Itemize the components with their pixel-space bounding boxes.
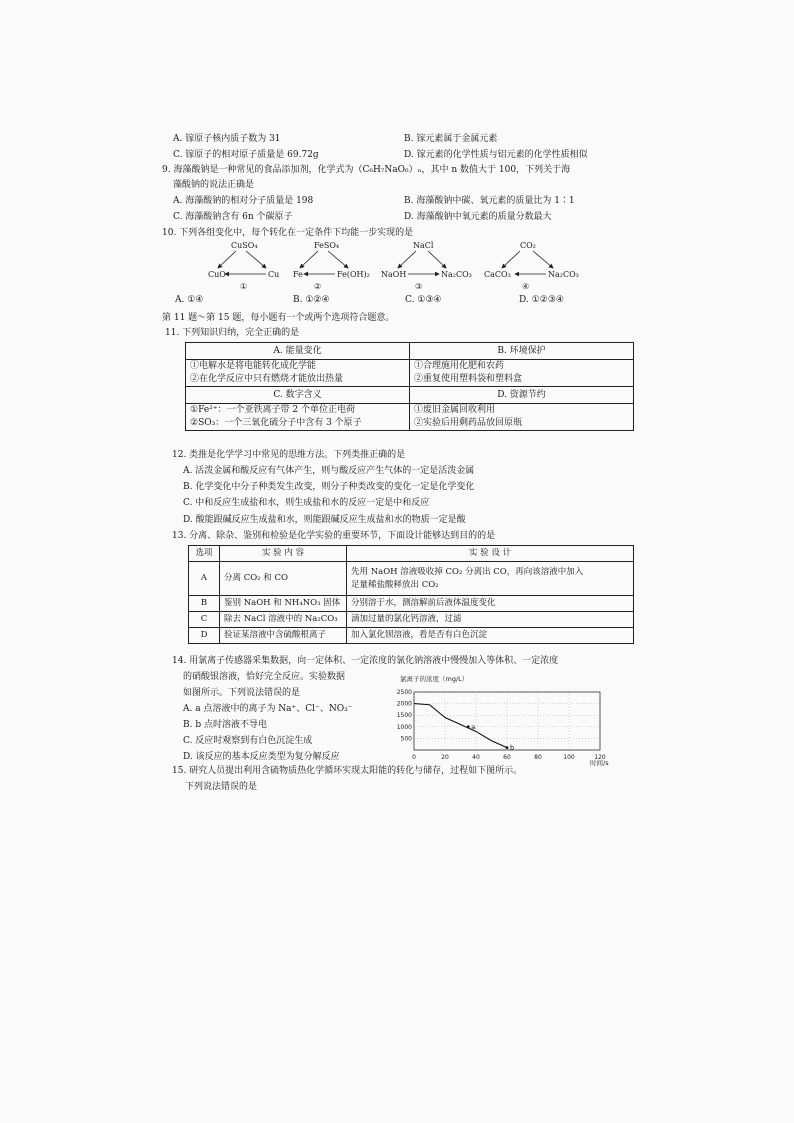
q13-row-a-design-line1: 先用 NaOH 溶液吸收掉 CO₂ 分离出 CO，再向该溶液中加入 [351, 566, 584, 577]
q9-option-d: D. 海藻酸钠中氧元素的质量分数最大 [404, 212, 552, 222]
q11-b2: ②重复使用塑料袋和塑料盒 [414, 374, 523, 384]
q10-g3-arrow-top-right [428, 251, 446, 268]
q10-g4-right: Na₂CO₃ [548, 270, 579, 279]
q15-stem-line2: 下列说法错误的是 [185, 782, 258, 792]
q12-option-a: A. 活泼金属和酸反应有气体产生，则与酸反应产生气体的一定是活泼金属 [183, 466, 475, 476]
q10-g2-arrow-top-right [328, 251, 348, 268]
q11-stem: 11. 下列知识归纳，完全正确的是 [165, 328, 300, 338]
q13-row-b-content: 鉴别 NaOH 和 NH₄NO₃ 固体 [220, 596, 347, 612]
chart-y-tick-label: 2000 [396, 700, 412, 708]
q13-row-a-option: A [189, 562, 220, 596]
q13-row-a-design-line2: 足量稀盐酸释放出 CO₂ [351, 579, 439, 590]
q9-stem-line1: 9. 海藻酸钠是一种常见的食品添加剂，化学式为（C₆H₇NaO₆）ₙ，其中 n 数值大于 100，下列关于海 [162, 165, 571, 175]
q13-row-a-content: 分离 CO₂ 和 CO [220, 562, 347, 596]
q14-stem-line3: 如图所示。下列说法错误的是 [183, 688, 301, 698]
q14-stem-line1: 14. 用氯离子传感器采集数据，向一定体积、一定浓度的氯化钠溶液中慢慢加入等体积、一定浓度 [172, 656, 559, 666]
q12-stem: 12. 类推是化学学习中常见的思维方法。下列类推正确的是 [172, 450, 406, 460]
q9-stem-line2: 藻酸钠的说法正确是 [173, 180, 255, 190]
q13-row-c-content: 除去 NaCl 溶液中的 Na₂CO₃ [220, 612, 347, 628]
q11-d-items [410, 404, 634, 431]
section-heading: 第 11 题～第 15 题，每小题有一个或两个选项符合题意。 [162, 313, 395, 323]
chart-point-label: b [510, 743, 515, 752]
q10-option-d: D. ①②③④ [519, 295, 564, 305]
chart-x-tick-label: 20 [441, 754, 449, 761]
q13-row-d-option: D [189, 628, 220, 644]
q10-g4-arrow-top-right [533, 251, 553, 268]
q10-g1-arrow-top-right [246, 251, 266, 268]
q10-option-a: A. ①④ [175, 295, 204, 305]
chart-y-tick-label: 500 [400, 735, 412, 743]
q11-a2: ②在化学反应中只有燃烧才能放出热量 [190, 374, 344, 384]
q13-row-d-content: 验证某溶液中含硫酸根离子 [220, 628, 347, 644]
q10-g2-num: ② [314, 282, 322, 291]
q11-table [185, 342, 634, 431]
q12-option-b: B. 化学变化中分子种类发生改变，则分子种类改变的变化一定是化学变化 [183, 482, 475, 492]
q8-option-b: B. 镓元素属于金属元素 [404, 134, 498, 144]
q11-c1: ①Fe²⁺：一个亚铁离子带 2 个单位正电荷 [190, 405, 355, 415]
q10-g3-num: ③ [415, 282, 423, 291]
q10-g1-right: Cu [268, 270, 280, 279]
q10-g1-left: CuO [208, 270, 226, 279]
q11-a1: ①电解水是将电能转化成化学能 [190, 361, 317, 371]
q11-d-head: D. 资源节约 [410, 387, 634, 404]
q13-row-c-design: 滴加过量的氯化钙溶液，过滤 [347, 612, 634, 628]
q10-arrows [0, 0, 794, 300]
chart-x-axis-label: 时间/s [590, 759, 609, 767]
table-row [189, 628, 634, 644]
q10-g2-left: Fe [293, 270, 303, 279]
q11-c2: ②SO₃：一个三氧化硫分子中含有 3 个原子 [190, 418, 362, 428]
q11-d1: ①废旧金属回收利用 [414, 405, 496, 415]
chart-x-tick-label: 60 [503, 754, 511, 761]
q14-chart [388, 672, 618, 768]
q10-g3-left: NaOH [381, 270, 407, 279]
chart-x-tick-label: 40 [472, 754, 480, 761]
chart-point-label: a [471, 722, 476, 731]
q9-option-b: B. 海藻酸钠中碳、氧元素的质量比为 1∶1 [404, 196, 575, 206]
q13-row-d-design: 加入氯化钡溶液，看是否有白色沉淀 [347, 628, 634, 644]
q10-g1-top: CuSO₄ [231, 241, 258, 250]
q11-b1: ①合理施用化肥和农药 [414, 361, 505, 371]
q10-option-c: C. ①③④ [405, 295, 442, 305]
q10-g4-arrow-top-left [502, 251, 520, 268]
q10-g2-top: FeSO₄ [314, 241, 340, 250]
q13-header-design: 实 验 设 计 [347, 546, 634, 562]
q10-g3-arrow-top-left [398, 251, 416, 268]
q9-option-c: C. 海藻酸钠含有 6n 个碳原子 [173, 212, 293, 222]
chart-y-tick-label: 1000 [396, 723, 412, 731]
q14-option-a: A. a 点溶液中的离子为 Na⁺、Cl⁻、NO₃⁻ [183, 704, 353, 714]
q10-g4-top: CO₂ [520, 241, 536, 250]
q11-d2: ②实验后用剩药品放回原瓶 [414, 418, 523, 428]
q10-g4-num: ④ [522, 282, 530, 291]
q13-row-a-design [347, 562, 634, 596]
q13-stem: 13. 分离、除杂、鉴别和检验是化学实验的重要环节，下面设计能够达到目的的是 [172, 531, 496, 541]
q13-header-option: 选项 [189, 546, 220, 562]
q14-option-b: B. b 点时溶液不导电 [183, 720, 267, 730]
chart-y-tick-label: 2500 [396, 689, 412, 696]
q8-option-d: D. 镓元素的化学性质与铝元素的化学性质相似 [404, 150, 588, 160]
chart-x-tick-label: 120 [594, 754, 606, 761]
q12-option-d: D. 酸能跟碱反应生成盐和水，则能跟碱反应生成盐和水的物质一定是酸 [183, 515, 466, 525]
q13-header-content: 实 验 内 容 [220, 546, 347, 562]
q11-c-head: C. 数字含义 [186, 387, 410, 404]
q10-g4-left: CaCO₃ [484, 270, 511, 279]
q10-g1-arrow-top-left [218, 251, 236, 268]
q14-option-c: C. 反应时观察到有白色沉淀生成 [183, 736, 313, 746]
q15-stem-line1: 15. 研究人员提出利用含硫物质热化学循环实现太阳能的转化与储存，过程如下图所示。 [172, 766, 523, 776]
q8-option-c: C. 镓原子的相对原子质量是 69.72g [173, 150, 319, 160]
q8-option-a: A. 镓原子核内质子数为 31 [173, 134, 281, 144]
chart-x-tick-label: 0 [412, 754, 416, 761]
chart-x-tick-label: 80 [534, 754, 542, 761]
q10-option-b: B. ①②④ [293, 295, 330, 305]
chart-y-tick-label: 1500 [396, 712, 412, 720]
q13-row-b-option: B [189, 596, 220, 612]
q10-g1-num: ① [240, 282, 248, 291]
q10-stem: 10. 下列各组变化中，每个转化在一定条件下均能一步实现的是 [162, 228, 414, 238]
q10-g2-arrow-top-left [300, 251, 318, 268]
q14-option-d: D. 该反应的基本反应类型为复分解反应 [183, 752, 340, 762]
table-row [189, 562, 634, 596]
q10-g2-right: Fe(OH)₂ [337, 270, 370, 279]
table-row [189, 596, 634, 612]
chart-point [467, 725, 470, 728]
chart-point [506, 746, 509, 749]
chart-y-axis-label: 氯离子的浓度（mg/L） [400, 675, 469, 683]
q13-row-b-design: 分别溶于水，测溶解前后液体温度变化 [347, 596, 634, 612]
q13-table [188, 545, 634, 644]
q11-a-head: A. 能量变化 [186, 343, 410, 360]
q12-option-c: C. 中和反应生成盐和水，则生成盐和水的反应一定是中和反应 [183, 498, 430, 508]
chart-series-line [414, 704, 507, 748]
q11-b-head: B. 环境保护 [410, 343, 634, 360]
q11-a-items [186, 360, 410, 387]
q14-stem-line2: 的硝酸银溶液，恰好完全反应。实验数据 [183, 672, 346, 682]
chart-x-tick-label: 100 [563, 754, 575, 761]
q13-row-c-option: C [189, 612, 220, 628]
q11-c-items [186, 404, 410, 431]
q10-g3-top: NaCl [413, 241, 434, 250]
table-row [189, 612, 634, 628]
q11-b-items [410, 360, 634, 387]
chart-frame [414, 692, 600, 750]
q10-g3-right: Na₂CO₃ [441, 270, 472, 279]
q9-option-a: A. 海藻酸钠的相对分子质量是 198 [173, 196, 314, 206]
